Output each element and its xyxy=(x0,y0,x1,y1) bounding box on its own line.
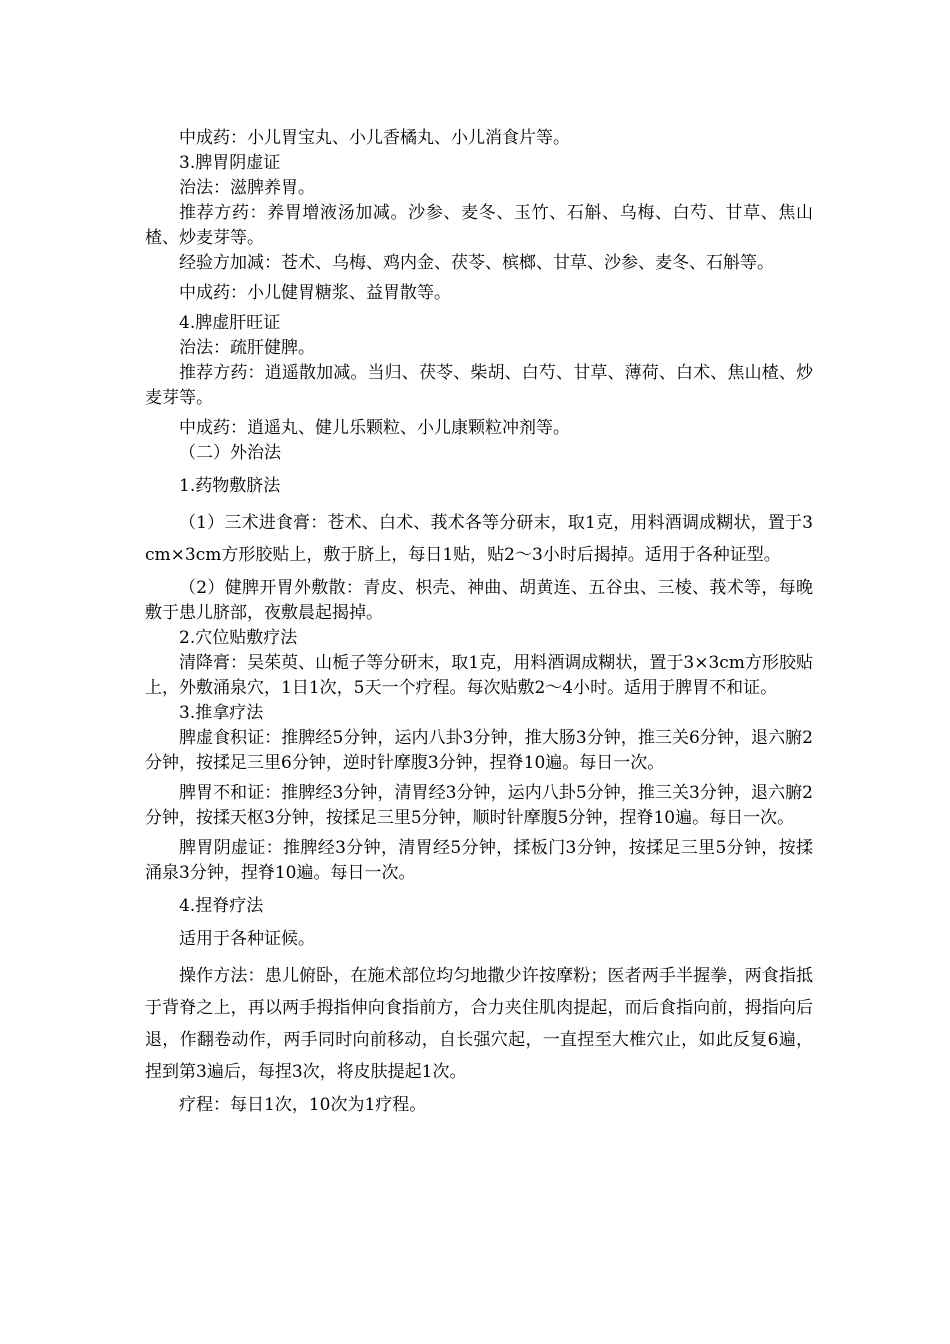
paragraph-massage-yin-deficiency: 脾胃阴虚证：推脾经3分钟，清胃经5分钟，揉板门3分钟，按揉足三里5分钟，按揉涌泉3分钟，捏脊10遍。每日一次。 xyxy=(145,838,813,883)
heading-acupoint-application: 2.穴位贴敷疗法 xyxy=(179,628,298,648)
paragraph-indication: 适用于各种证候。 xyxy=(179,929,315,949)
heading-spine-pinching: 4.捏脊疗法 xyxy=(179,896,264,916)
document-body xyxy=(145,126,813,1118)
paragraph-spleen-external-powder: （2）健脾开胃外敷散：青皮、枳壳、神曲、胡黄连、五谷虫、三棱、莪术等，每晚敷于患儿脐部，夜敷晨起揭掉。 xyxy=(145,578,813,623)
paragraph-massage-food-stagnation: 脾虚食积证：推脾经5分钟，运内八卦3分钟，推大肠3分钟，推三关6分钟，退六腑2分钟，按揉足三里6分钟，逆时针摩腹3分钟，捏脊10遍。每日一次。 xyxy=(145,728,813,773)
paragraph-patent-medicine-2: 中成药：小儿健胃糖浆、益胃散等。 xyxy=(179,283,451,303)
paragraph-treatment-method-1: 治法：滋脾养胃。 xyxy=(179,178,315,198)
paragraph-treatment-method-2: 治法：疏肝健脾。 xyxy=(179,338,315,358)
paragraph-qingjiang-paste: 清降膏：吴茱萸、山栀子等分研末，取1克，用料酒调成糊状，置于3×3cm方形胶贴上，外敷涌泉穴，1日1次，5天一个疗程。每次贴敷2～4小时。适用于脾胃不和证。 xyxy=(145,653,813,698)
heading-spleen-deficiency-liver: 4.脾虚肝旺证 xyxy=(179,313,281,333)
heading-spleen-stomach-yin-deficiency: 3.脾胃阴虚证 xyxy=(179,153,281,173)
paragraph-recommended-formula-2: 推荐方药：逍遥散加减。当归、茯苓、柴胡、白芍、甘草、薄荷、白术、焦山楂、炒麦芽等。 xyxy=(145,363,813,408)
paragraph-patent-medicine-3: 中成药：逍遥丸、健儿乐颗粒、小儿康颗粒冲剂等。 xyxy=(179,418,570,438)
paragraph-massage-disharmony: 脾胃不和证：推脾经3分钟，清胃经3分钟，运内八卦5分钟，推三关3分钟，退六腑2分钟，按揉天枢3分钟，按揉足三里5分钟，顺时针摩腹5分钟，捏脊10遍。每日一次。 xyxy=(145,783,813,828)
heading-external-therapy: （二）外治法 xyxy=(179,443,281,463)
paragraph-sanshu-paste: （1）三术进食膏：苍术、白术、莪术各等分研末，取1克，用料酒调成糊状，置于3cm×3cm方形胶贴上，敷于脐上，每日1贴，贴2～3小时后揭掉。适用于各种证型。 xyxy=(145,513,813,565)
heading-massage-therapy: 3.推拿疗法 xyxy=(179,703,264,723)
paragraph-course: 疗程：每日1次，10次为1疗程。 xyxy=(179,1095,427,1115)
paragraph-experience-formula: 经验方加减：苍术、乌梅、鸡内金、茯苓、槟榔、甘草、沙参、麦冬、石斛等。 xyxy=(179,253,774,273)
paragraph-operation-method: 操作方法：患儿俯卧，在施术部位均匀地撒少许按摩粉；医者两手半握拳，两食指抵于背脊之上，再以两手拇指伸向食指前方，合力夹住肌肉提起，而后食指向前，拇指向后退，作翻卷动作，两手同时向前移动，自长强穴起，一直捏至大椎穴止，如此反复6遍，捏到第3遍后，每捏3次，将皮肤提起1次。 xyxy=(145,966,813,1082)
heading-navel-application: 1.药物敷脐法 xyxy=(179,476,281,496)
paragraph-recommended-formula-1: 推荐方药：养胃增液汤加减。沙参、麦冬、玉竹、石斛、乌梅、白芍、甘草、焦山楂、炒麦芽等。 xyxy=(145,203,813,248)
paragraph-patent-medicine-1: 中成药：小儿胃宝丸、小儿香橘丸、小儿消食片等。 xyxy=(179,128,570,148)
